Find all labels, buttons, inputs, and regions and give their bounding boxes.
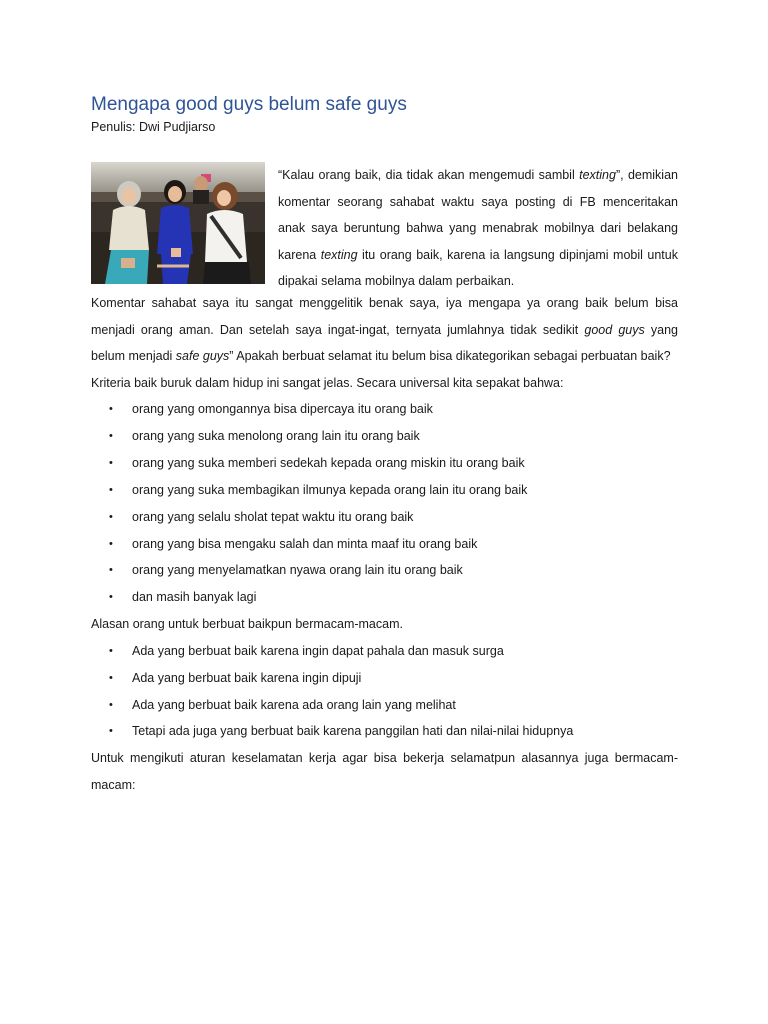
car-passengers-photo	[91, 162, 265, 284]
list-item-text: orang yang selalu sholat tepat waktu itu orang baik	[132, 509, 414, 524]
second-paragraph	[91, 290, 678, 370]
bullet-icon: •	[109, 456, 113, 469]
bullet-icon: •	[109, 537, 113, 550]
document-content	[91, 92, 678, 798]
intro-text-1: “Kalau orang baik, dia tidak akan mengemudi sambil	[278, 168, 580, 182]
list-item-text: orang yang omongannya bisa dipercaya itu orang baik	[132, 402, 433, 416]
list-item	[91, 638, 678, 665]
photo-illustration	[91, 162, 265, 284]
criteria-intro: Kriteria baik buruk dalam hidup ini sangat jelas. Secara universal kita sepakat bahwa:	[91, 375, 564, 390]
list-item	[91, 477, 678, 504]
list-item	[91, 665, 678, 692]
author-line: Penulis: Dwi Pudjiarso	[91, 120, 216, 134]
list-item	[91, 423, 678, 450]
intro-paragraph	[278, 162, 678, 295]
list-item	[91, 504, 678, 531]
document-title: Mengapa good guys belum safe guys	[91, 94, 407, 115]
para2-text-2: yang belum menjadi	[91, 322, 678, 363]
bullet-icon: •	[109, 591, 113, 604]
bullet-icon: •	[109, 671, 113, 684]
para2-text-1: Komentar sahabat saya itu sangat menggelitik benak saya, iya mengapa ya orang baik belum bisa menjadi orang aman. Dan setelah saya ingat-ingat, ternyata jumlahnya tidak sedikit	[91, 296, 678, 337]
intro-section	[91, 162, 678, 290]
list-item-text: orang yang suka memberi sedekah kepada orang miskin itu orang baik	[132, 455, 525, 470]
list-item	[91, 718, 678, 745]
bullet-icon: •	[109, 644, 113, 657]
reasons-list	[91, 638, 678, 746]
closing-paragraph: Untuk mengikuti aturan keselamatan kerja agar bisa bekerja selamatpun alasannya juga bermacam-macam:	[91, 751, 678, 792]
criteria-list	[91, 396, 678, 611]
bullet-icon: •	[109, 510, 113, 523]
bullet-icon: •	[109, 403, 113, 415]
reasons-intro: Alasan orang untuk berbuat baikpun bermacam-macam.	[91, 617, 403, 632]
list-item	[91, 450, 678, 477]
list-item-text: Ada yang berbuat baik karena ingin dipuji	[132, 670, 362, 685]
intro-text-2: ”, demikian komentar seorang sahabat waktu saya posting di FB menceritakan anak saya beruntung bahwa yang menabrak mobilnya dari belakang karena	[278, 168, 678, 262]
list-item-text: orang yang suka menolong orang lain itu orang baik	[132, 428, 420, 443]
intro-text-3: itu orang baik, karena ia langsung dipinjami mobil untuk dipakai selama mobilnya dalam perbaikan.	[278, 247, 678, 288]
para2-text-3: ” Apakah berbuat selamat itu belum bisa dikategorikan sebagai perbuatan baik?	[229, 349, 671, 363]
bullet-icon: •	[109, 429, 113, 442]
list-item-text: orang yang bisa mengaku salah dan minta maaf itu orang baik	[132, 536, 478, 551]
bullet-icon: •	[109, 725, 113, 738]
intro-emphasis-1: texting	[579, 168, 616, 182]
list-item	[91, 692, 678, 719]
list-item	[91, 531, 678, 558]
bullet-icon: •	[109, 483, 113, 496]
list-item-text: orang yang menyelamatkan nyawa orang lain itu orang baik	[132, 563, 463, 578]
para2-emphasis-1: good guys	[584, 322, 645, 337]
list-item-text: Tetapi ada juga yang berbuat baik karena panggilan hati dan nilai-nilai hidupnya	[132, 724, 574, 739]
bullet-icon: •	[109, 564, 113, 577]
bullet-icon: •	[109, 698, 113, 711]
list-item-text: Ada yang berbuat baik karena ingin dapat pahala dan masuk surga	[132, 643, 504, 658]
list-item-text: Ada yang berbuat baik karena ada orang lain yang melihat	[132, 697, 456, 712]
list-item	[91, 557, 678, 584]
list-item	[91, 584, 678, 611]
para2-emphasis-2: safe guys	[175, 349, 230, 363]
list-item-text: orang yang suka membagikan ilmunya kepada orang lain itu orang baik	[132, 482, 528, 497]
list-item	[91, 396, 678, 423]
list-item-text: dan masih banyak lagi	[132, 590, 257, 605]
intro-emphasis-2: texting	[320, 247, 358, 262]
